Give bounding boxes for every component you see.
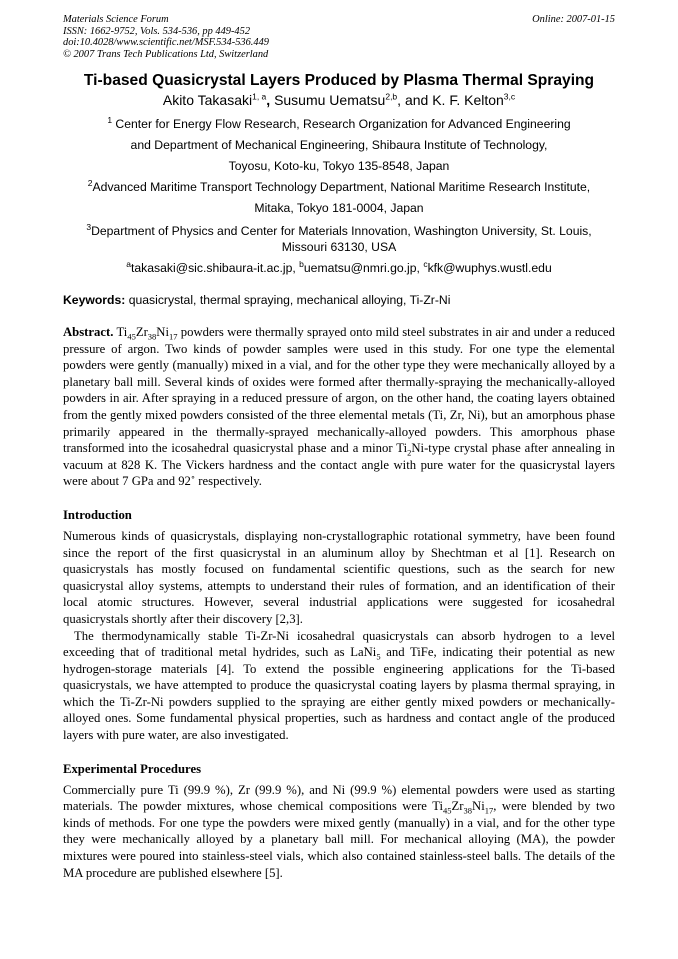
subscript: 2	[407, 447, 412, 458]
abstract-label: Abstract.	[63, 325, 114, 339]
journal-name: Materials Science Forum	[63, 14, 169, 25]
author-separator: ,	[266, 92, 271, 108]
affiliation-sup: 1	[107, 114, 113, 125]
paragraph-text: The thermodynamically stable Ti-Zr-Ni icosahedral quasicrystals can absorb hydrogen to a level exceeding that of traditional metal hydrides, such as LaNi	[63, 628, 615, 660]
email-link[interactable]: kfk@wuphys.wustl.edu	[427, 261, 552, 275]
paper-page	[63, 14, 615, 881]
email-link[interactable]: takasaki@sic.shibaura-it.ac.jp	[130, 261, 293, 275]
affiliation-3	[63, 223, 615, 255]
intro-paragraph-2	[63, 628, 615, 744]
subscript: 5	[376, 651, 381, 662]
author-name: Akito Takasaki	[162, 92, 253, 108]
subscript: 17	[484, 805, 494, 816]
journal-header	[63, 14, 615, 60]
journal-copyright: © 2007 Trans Tech Publications Ltd, Switzerland	[63, 48, 269, 60]
affiliation-2-line-1	[63, 177, 615, 198]
affiliation-sup: 2	[87, 177, 93, 188]
abstract-text: Zr	[135, 325, 148, 339]
affiliations	[63, 114, 615, 255]
author-sup: 1, a	[252, 91, 267, 102]
paragraph-text: and TiFe, indicating their potential as new hydrogen-storage materials [4]. To extend the possible engineering applications for the Ti-based quasicrystals, we have attempted to produce the quasicrystal coating layers by plasma thermal spraying, in which the Ti-Zr-Ni powders supplied to the spraying are either gently mixed powders or mechanically-alloyed ones. Some fundamental physical properties, such as hardness and contact angle of the produced layers with pure water, are also investigated.	[63, 645, 615, 743]
affiliation-3-line-1	[63, 223, 615, 239]
affiliation-1-line-3: Toyosu, Koto-ku, Tokyo 135-8548, Japan	[228, 159, 450, 173]
experimental-paragraph-1	[63, 782, 615, 882]
abstract-text: Ti	[113, 325, 128, 339]
email-sup: a	[126, 258, 131, 269]
online-date: Online: 2007-01-15	[532, 14, 615, 25]
journal-doi: doi:10.4028/www.scientific.net/MSF.534-536.449	[63, 37, 269, 48]
affiliation-sup: 3	[86, 221, 92, 232]
affiliation-2-line-2: Mitaka, Tokyo 181-0004, Japan	[254, 201, 424, 215]
paragraph-text: Ni	[472, 799, 485, 814]
affiliation-text: Center for Energy Flow Research, Research Organization for Advanced Engineering	[112, 117, 571, 131]
paper-title: Ti-based Quasicrystal Layers Produced by Plasma Thermal Spraying	[83, 72, 595, 89]
paragraph-text: , were blended by two kinds of methods. For one type the powders were mixed gently (manually) in a vial, and for the other type they were mechanically alloyed by a planetary ball mill. For mechanical alloying (MA), the powder mixtures were poured into stainless-steel vials, which also contained stainless-steel balls. The details of the MA procedure are published elsewhere [5].	[63, 799, 615, 880]
subscript: 38	[463, 805, 473, 816]
subscript: 38	[147, 331, 157, 342]
abstract-text: Ni	[156, 325, 169, 339]
keywords-label: Keywords:	[63, 293, 126, 307]
intro-paragraph-1: Numerous kinds of quasicrystals, displaying non-crystallographic rotational symmetry, have been found since the report of the first quasicrystal in an aluminum alloy by Shechtman et al [1]. Research on quasicrystals has mostly focused on fundamental scientific questions, such as the search for new quasicrystal alloy systems, attempts to understand their rules of formation, and an identification of their local atomic structures. However, several industrial applications were suggested for icosahedral quasicrystals shortly after their discovery [2,3].	[63, 528, 615, 626]
author-sup: 2,b	[385, 91, 398, 102]
affiliation-1-line-1	[63, 114, 615, 135]
journal-issn: ISSN: 1662-9752, Vols. 534-536, pp 449-452	[63, 25, 251, 37]
section-heading-experimental: Experimental Procedures	[63, 761, 202, 776]
affiliation-3-line-2: Missouri 63130, USA	[281, 240, 397, 254]
author-separator: , and	[397, 92, 429, 108]
email-sup: c	[423, 258, 428, 269]
affiliation-text: Advanced Maritime Transport Technology Department, National Maritime Research Institute,	[92, 180, 591, 194]
subscript: 17	[168, 331, 178, 342]
email-list: $^a$takasaki@sic.shibaura-it.ac.jp, $^b$uematsu@nmri.go.jp, $^c$kfk@wuphys.wustl.edu	[126, 258, 552, 275]
abstract-text: powders were thermally sprayed onto mild steel substrates in air and under a reduced pressure of argon. Two kinds of powder samples were used in this study. For one type the elemental powders were gently (manually) mixed in a vial, and for the other type they were mechanically alloyed by a planetary ball mill. Several kinds of oxides were formed after thermally-spraying the mechanically-alloyed powders in air. After spraying in a reduced pressure of argon, on the other hand, the coating layers obtained from the gently mixed powders consisted of the three elemental metals (Ti, Zr, Ni), but an amorphous phase primarily appeared in the thermally-sprayed mechanically-alloyed powders. This amorphous phase transformed into the icosahedral quasicrystal phase and a minor Ti	[63, 325, 615, 456]
subscript: 45	[127, 331, 136, 342]
paragraph-text: Commercially pure Ti (99.9 %), Zr (99.9 %), and Ni (99.9 %) elemental powders were used as starting materials. The powder mixtures, whose chemical compositions were Ti	[63, 782, 615, 814]
affiliation-1-line-2: and Department of Mechanical Engineering, Shibaura Institute of Technology,	[130, 138, 548, 152]
section-heading-introduction: Introduction	[63, 507, 132, 522]
abstract	[63, 324, 615, 490]
subscript: 45	[443, 805, 452, 816]
author-name: Susumu Uematsu	[274, 92, 386, 108]
email-sup: b	[299, 258, 304, 269]
abstract-text: Ni-type crystal phase after annealing in vacuum at 828 K. The Vickers hardness and the contact angle with pure water for the quasicrystal layers were about 7 GPa and 92˚ respectively.	[63, 441, 615, 489]
email-link[interactable]: uematsu@nmri.go.jp	[303, 261, 417, 275]
paragraph-text: Zr	[451, 799, 464, 814]
keywords	[63, 292, 615, 308]
author-list	[63, 91, 615, 110]
author-sup: 3,c	[503, 91, 516, 102]
affiliation-text: Department of Physics and Center for Materials Innovation, Washington University, St. Louis,	[91, 224, 592, 238]
author-name: K. F. Kelton	[432, 92, 504, 108]
keywords-text: quasicrystal, thermal spraying, mechanical alloying, Ti-Zr-Ni	[125, 293, 451, 307]
